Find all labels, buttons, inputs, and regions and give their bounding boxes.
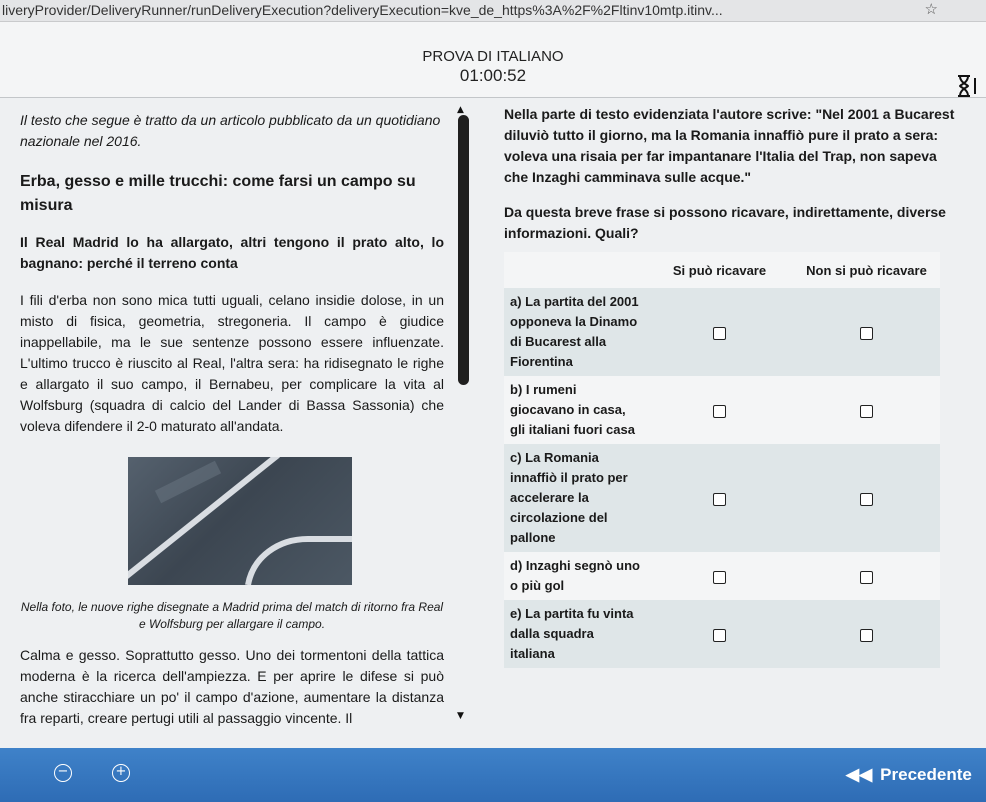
statement-e: e) La partita fu vinta dalla squadra italiana xyxy=(504,600,646,668)
scrollbar-thumb[interactable] xyxy=(458,115,469,385)
checkbox-a-no[interactable] xyxy=(860,327,873,340)
rewind-icon: ◀◀ xyxy=(846,765,873,784)
passage-scrollbar[interactable] xyxy=(456,105,470,730)
url-text: liveryProvider/DeliveryRunner/runDeliveryExecution?deliveryExecution=kve_de_https%3A%2F%2Fltinv10mtp.itinv... xyxy=(2,2,723,18)
table-row xyxy=(504,376,940,444)
navigation-bar xyxy=(0,748,986,802)
table-header-row xyxy=(504,252,940,288)
browser-url-bar[interactable] xyxy=(0,0,986,22)
statement-a: a) La partita del 2001 opponeva la Dinamo di Bucarest alla Fiorentina xyxy=(504,288,646,376)
statement-c: c) La Romania innaffiò il prato per accelerare la circolazione del pallone xyxy=(504,444,646,552)
passage-title: Erba, gesso e mille trucchi: come farsi un campo su misura xyxy=(20,173,416,214)
zoom-in-icon[interactable]: + xyxy=(112,764,130,782)
col-header-no: Non si può ricavare xyxy=(793,252,940,288)
checkbox-e-no[interactable] xyxy=(860,629,873,642)
scroll-up-arrow-icon[interactable]: ▲ xyxy=(457,105,464,115)
checkbox-c-no[interactable] xyxy=(860,493,873,506)
passage-paragraph-1: I fili d'erba non sono mica tutti uguali, celano insidie dolose, in un misto di fisica, geometria, stregoneria. Il campo è giudice inappellabile, ma le sue sentenze possono essere influenzate. L'ultimo trucco è riuscito al Real, l'altra sera: ha ridisegnato le righe e allargato il suo campo, il Bernabeu, per complicare la vita al Wolfsburg (squadra di calcio del Lander di Bassa Sassonia) che voleva difendere il 2-0 maturato all'andata. xyxy=(20,292,444,434)
timer: 01:00:52 xyxy=(459,66,527,85)
question-quote: Nella parte di testo evidenziata l'autore scrive: "Nel 2001 a Bucarest diluviò tutto il giorno, ma la Romania innaffiò pure il prato a sera: voleva una risaia per far impantanare l'Italia del Trap, non sapeva che Inzaghi camminava sulle acque." xyxy=(504,106,955,185)
table-row xyxy=(504,552,940,600)
hourglass-icon xyxy=(955,74,977,98)
question-panel xyxy=(504,98,986,738)
table-row xyxy=(504,600,940,668)
answer-table xyxy=(504,252,940,668)
checkbox-a-yes[interactable] xyxy=(713,327,726,340)
passage-paragraph-2: Calma e gesso. Soprattutto gesso. Uno dei tormentoni della tattica moderna è la ricerca dell'ampiezza. E per aprire le difese si può anche stiracchiare un po' il campo d'azione, aumentare la distanza fra reparti, creare pertugi utili al passaggio vincente. Il xyxy=(20,647,444,726)
checkbox-c-yes[interactable] xyxy=(713,493,726,506)
checkbox-e-yes[interactable] xyxy=(713,629,726,642)
pitch-lines-graphic xyxy=(128,457,352,585)
checkbox-b-yes[interactable] xyxy=(713,405,726,418)
checkbox-d-no[interactable] xyxy=(860,571,873,584)
checkbox-b-no[interactable] xyxy=(860,405,873,418)
table-row xyxy=(504,288,940,376)
zoom-out-icon[interactable]: − xyxy=(54,764,72,782)
statement-b: b) I rumeni giocavano in casa, gli italiani fuori casa xyxy=(504,376,646,444)
passage-subtitle: Il Real Madrid lo ha allargato, altri tengono il prato alto, lo bagnano: perché il terreno conta xyxy=(20,234,444,271)
statement-d: d) Inzaghi segnò uno o più gol xyxy=(504,552,646,600)
stadium-photo xyxy=(128,457,352,585)
previous-button[interactable] xyxy=(846,758,972,792)
checkbox-d-yes[interactable] xyxy=(713,571,726,584)
bookmark-star-icon[interactable]: ☆ xyxy=(924,1,938,18)
exam-title: PROVA DI ITALIANO xyxy=(422,48,564,65)
scroll-down-arrow-icon[interactable]: ▼ xyxy=(457,711,464,721)
reading-passage[interactable] xyxy=(0,98,452,738)
photo-caption: Nella foto, le nuove righe disegnate a Madrid prima del match di ritorno fra Real e Wolfsburg per allargare il campo. xyxy=(20,600,444,631)
col-header-yes: Si può ricavare xyxy=(646,252,793,288)
passage-intro: Il testo che segue è tratto da un articolo pubblicato da un quotidiano nazionale nel 2016. xyxy=(20,112,441,149)
previous-label: Precedente xyxy=(880,765,972,784)
exam-header xyxy=(0,22,986,98)
table-row xyxy=(504,444,940,552)
question-prompt: Da questa breve frase si possono ricavare, indirettamente, diverse informazioni. Quali? xyxy=(504,204,946,241)
